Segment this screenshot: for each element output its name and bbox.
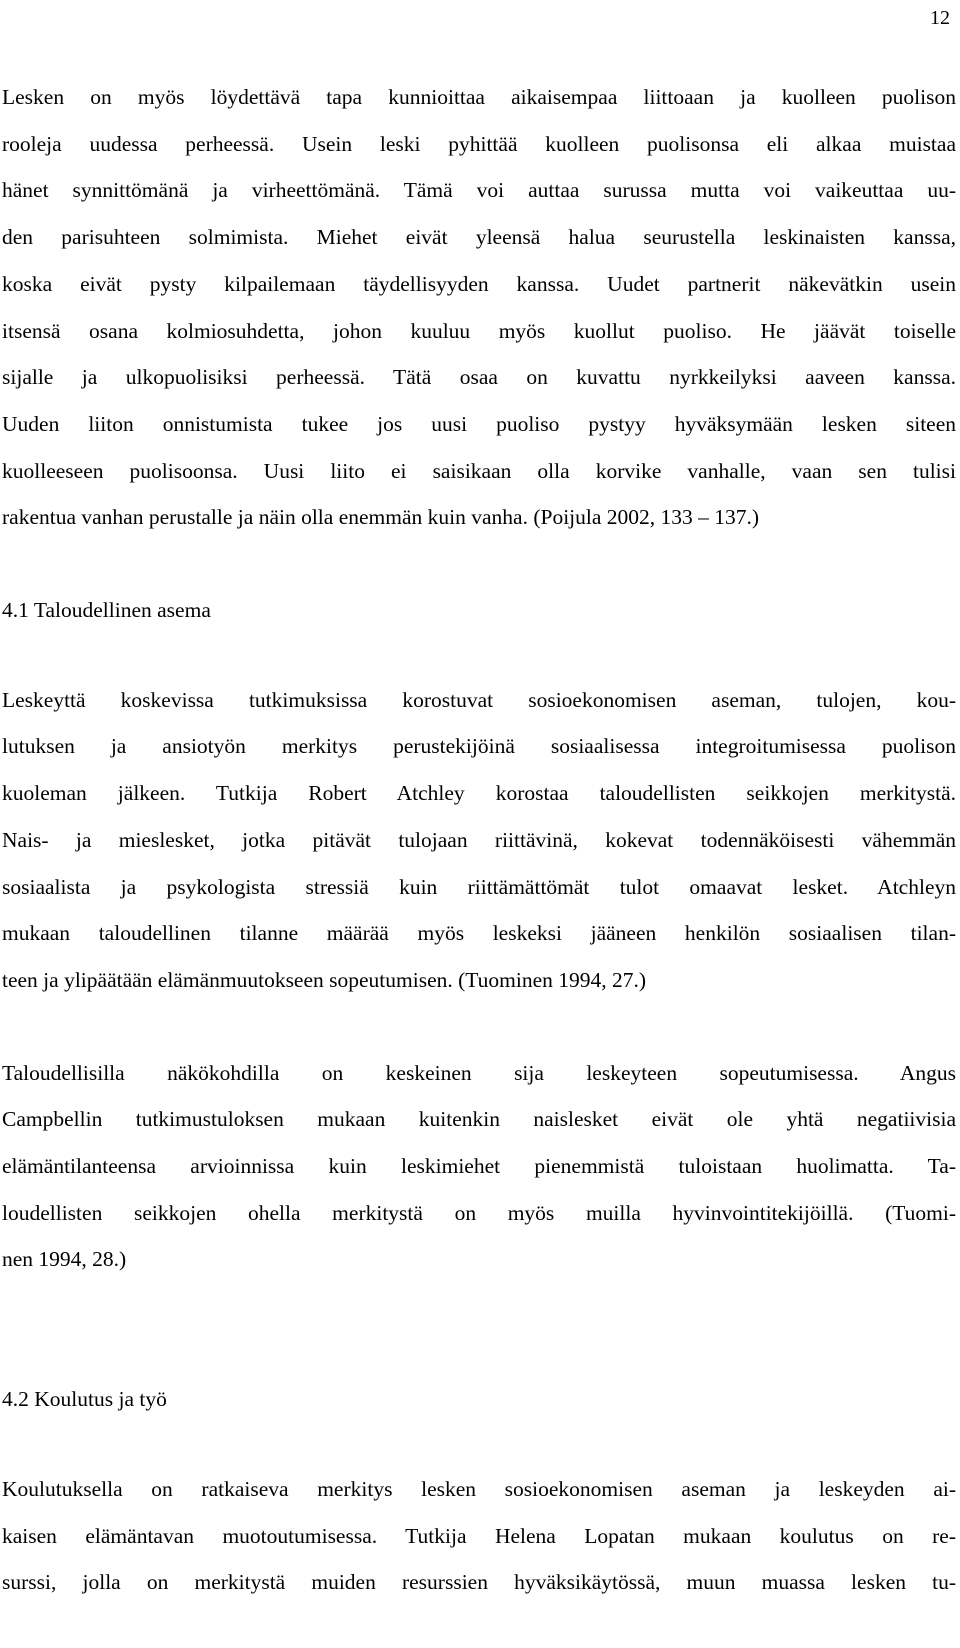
paragraph-line: loudellisten seikkojen ohella merkitystä on myös muilla hyvinvointitekijöillä. (Tuomi- <box>2 1200 956 1225</box>
paragraph-education <box>2 1466 956 1606</box>
paragraph-line: Campbellin tutkimustuloksen mukaan kuitenkin naislesket eivät ole yhtä negatiivisia <box>2 1107 956 1132</box>
paragraph-line: teen ja ylipäätään elämänmuutokseen sopeutumisen. (Tuominen 1994, 27.) <box>2 967 647 992</box>
paragraph-line: mukaan taloudellinen tilanne määrää myös leskeksi jääneen henkilön sosiaalisen tilan- <box>2 921 956 946</box>
paragraph-line: Lesken on myös löydettävä tapa kunnioittaa aikaisempaa liittoaan ja kuolleen puolison <box>2 85 956 109</box>
document-body <box>2 74 956 1606</box>
paragraph-line: Nais- ja mieslesket, jotka pitävät tulojaan riittävinä, kokevat todennäköisesti vähemmän <box>2 827 956 852</box>
paragraph-line: Taloudellisilla näkökohdilla on keskeinen sija leskeyteen sopeutumisessa. Angus <box>2 1060 956 1085</box>
paragraph-line: sosiaalista ja psykologista stressiä kuin riittämättömät tulot omaavat lesket. Atchleyn <box>2 874 956 899</box>
page-number: 12 <box>930 7 950 29</box>
paragraph-line: den parisuhteen solmimista. Miehet eivät yleensä halua seurustella leskinaisten kanssa, <box>2 225 956 250</box>
paragraph-line: kaisen elämäntavan muotoutumisessa. Tutkija Helena Lopatan mukaan koulutus on re- <box>2 1523 956 1548</box>
paragraph-line: Koulutuksella on ratkaiseva merkitys lesken sosioekonomisen aseman ja leskeyden ai- <box>2 1476 956 1501</box>
paragraph-line: itsensä osana kolmiosuhdetta, johon kuuluu myös kuollut puoliso. He jäävät toiselle <box>2 318 956 343</box>
paragraph-socioeconomic <box>2 677 956 1004</box>
paragraph-line: Leskeyttä koskevissa tutkimuksissa korostuvat sosioekonomisen aseman, tulojen, kou- <box>2 687 956 712</box>
paragraph-line: kuolleeseen puolisoonsa. Uusi liito ei saisikaan olla korvike vanhalle, vaan sen tulisi <box>2 458 956 483</box>
paragraph-line: rooleja uudessa perheessä. Usein leski pyhittää kuolleen puolisonsa eli alkaa muistaa <box>2 131 956 156</box>
paragraph-line: kuoleman jälkeen. Tutkija Robert Atchley korostaa taloudellisten seikkojen merkitystä. <box>2 781 956 806</box>
paragraph-widow-marriage <box>2 74 956 541</box>
paragraph-line: surssi, jolla on merkitystä muiden resurssien hyväksikäytössä, muun muassa lesken tu- <box>2 1570 956 1595</box>
paragraph-line: sijalle ja ulkopuolisiksi perheessä. Tätä osaa on kuvattu nyrkkeilyksi aaveen kanssa. <box>2 365 956 390</box>
paragraph-line: koska eivät pysty kilpailemaan täydellisyyden kanssa. Uudet partnerit näkevätkin usein <box>2 271 956 296</box>
section-heading-education-work: 4.2 Koulutus ja työ <box>2 1387 167 1412</box>
paragraph-line: rakentua vanhan perustalle ja näin olla enemmän kuin vanha. (Poijula 2002, 133 – 137.) <box>2 505 760 530</box>
paragraph-line: elämäntilanteensa arvioinnissa kuin leskimiehet pienemmistä tuloistaan huolimatta. Ta- <box>2 1154 956 1179</box>
paragraph-line: hänet synnittömänä ja virheettömänä. Tämä voi auttaa surussa mutta voi vaikeuttaa uu- <box>2 178 956 203</box>
paragraph-line: lutuksen ja ansiotyön merkitys perustekijöinä sosiaalisessa integroitumisessa puolison <box>2 734 956 759</box>
paragraph-line: Uuden liiton onnistumista tukee jos uusi puoliso pystyy hyväksymään lesken siteen <box>2 411 956 436</box>
paragraph-line: nen 1994, 28.) <box>2 1247 127 1272</box>
paragraph-economic-factors <box>2 1050 956 1284</box>
section-heading-economic-status: 4.1 Taloudellinen asema <box>2 598 211 623</box>
